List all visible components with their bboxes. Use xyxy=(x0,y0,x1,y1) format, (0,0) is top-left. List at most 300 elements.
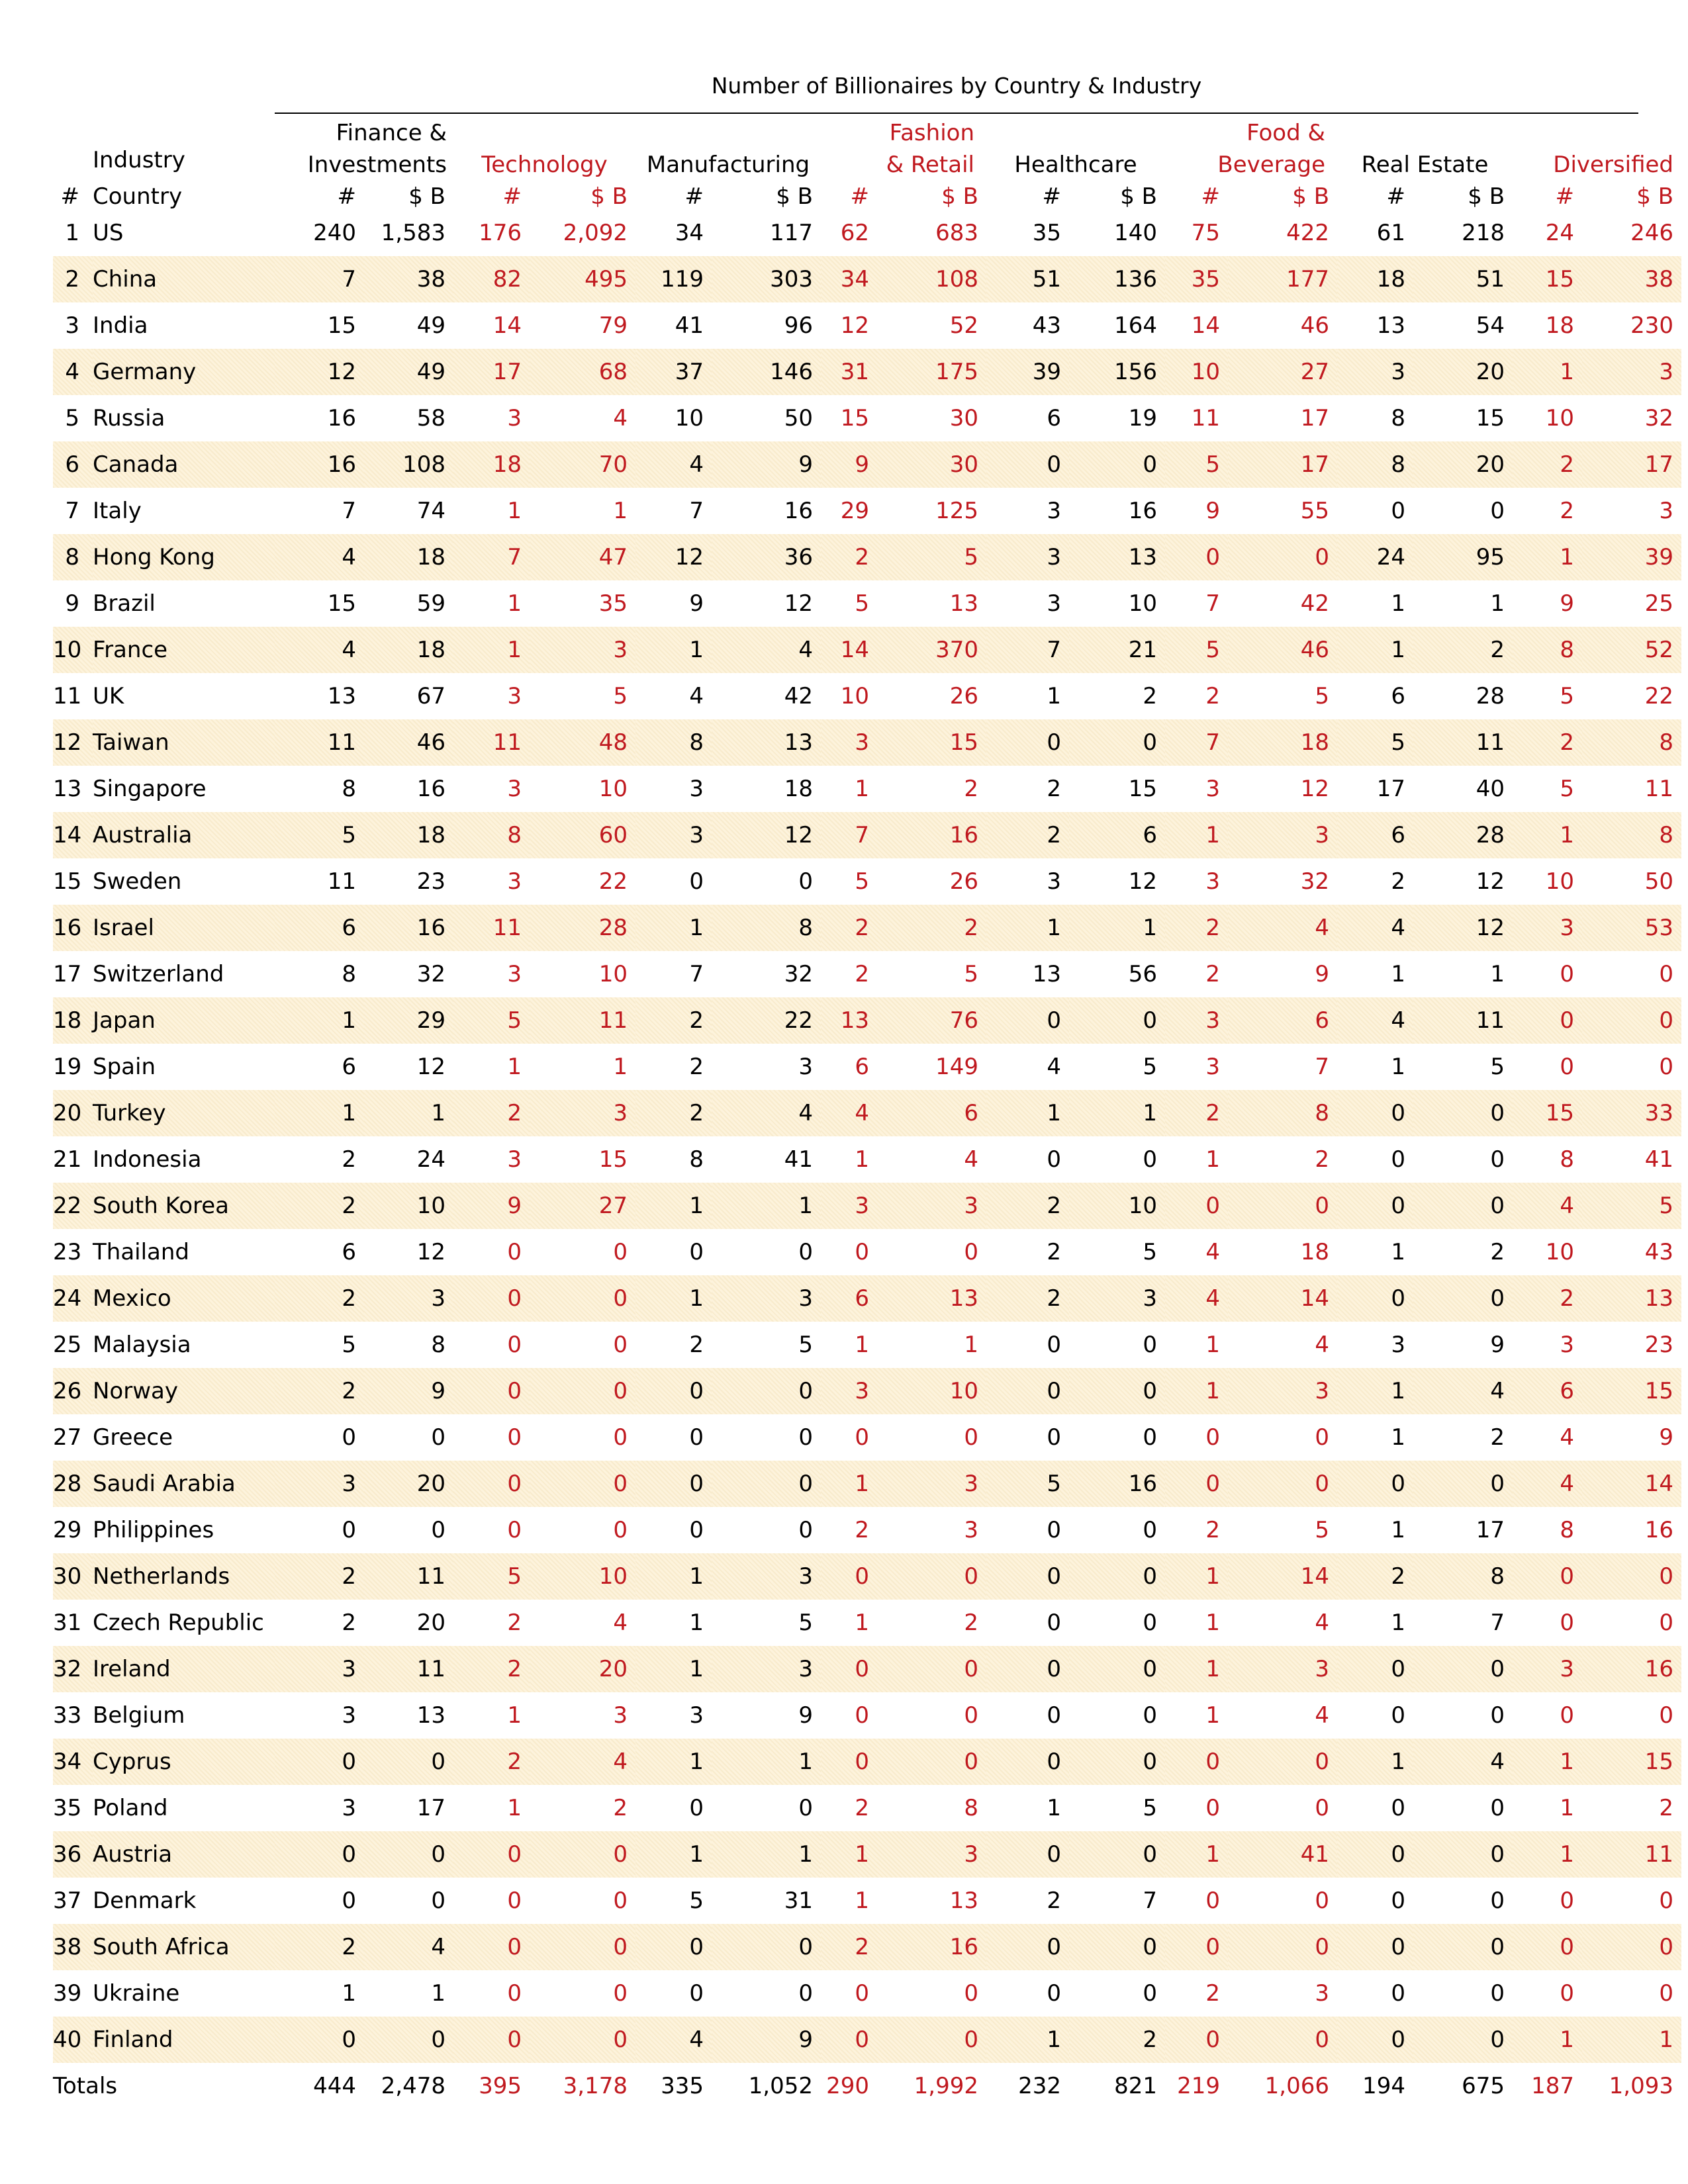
billionaire-count: 17 xyxy=(453,349,530,395)
billionaire-count: 9 xyxy=(689,590,704,617)
wealth-value: 0 xyxy=(530,1275,635,1322)
table-row xyxy=(53,1090,1681,1136)
wealth-value: 0 xyxy=(1069,1646,1165,1692)
wealth-value: 8 xyxy=(1582,812,1681,858)
billionaire-count: 11 xyxy=(453,719,530,766)
billionaire-count: 3 xyxy=(1337,349,1413,395)
billionaire-count: 1 xyxy=(635,1739,712,1785)
billionaire-count: 0 xyxy=(1165,1183,1228,1229)
table-row xyxy=(53,1739,1681,1785)
wealth-value: 32 xyxy=(1300,868,1330,895)
billionaire-count: 2 xyxy=(453,1646,530,1692)
wealth-value: 0 xyxy=(1413,1646,1513,1692)
billionaire-count: 0 xyxy=(855,1424,869,1451)
wealth-value: 7 xyxy=(1315,1054,1330,1080)
wealth-value: 9 xyxy=(798,1702,813,1729)
table-row xyxy=(53,673,1681,719)
billionaire-count: 0 xyxy=(689,1239,704,1265)
billionaire-count: 2 xyxy=(1165,905,1228,951)
wealth-value: 9 xyxy=(1659,1424,1674,1451)
billionaire-count: 1 xyxy=(635,627,712,673)
wealth-value: 8 xyxy=(712,905,821,951)
billionaire-count: 8 xyxy=(1560,1517,1575,1543)
billionaire-count: 2 xyxy=(1165,1090,1228,1136)
billionaire-count: 0 xyxy=(453,1368,530,1414)
billionaires-table xyxy=(53,116,1681,2109)
wealth-value: 5 xyxy=(1582,1183,1681,1229)
table-row xyxy=(53,1368,1681,1414)
table-row xyxy=(53,766,1681,812)
wealth-value: 0 xyxy=(1659,1054,1674,1080)
wealth-value: 1 xyxy=(1069,1090,1165,1136)
billionaire-count: 2 xyxy=(275,1924,364,1970)
wealth-value: 117 xyxy=(770,220,813,246)
count-column-header: # xyxy=(502,183,522,210)
row-country: UK xyxy=(93,683,124,709)
wealth-value: 1 xyxy=(364,1090,453,1136)
billionaire-count: 0 xyxy=(507,1517,522,1543)
wealth-value: 3 xyxy=(877,1183,986,1229)
wealth-value: 5 xyxy=(798,1332,813,1358)
row-country: Cyprus xyxy=(93,1739,275,1785)
wealth-value: 2 xyxy=(1315,1146,1330,1173)
wealth-value: 156 xyxy=(1069,349,1165,395)
table-row xyxy=(53,1229,1681,1275)
row-country: Ukraine xyxy=(93,1980,180,2007)
billionaire-count: 2 xyxy=(453,1739,530,1785)
wealth-value: 16 xyxy=(877,1924,986,1970)
billionaire-count: 7 xyxy=(1205,590,1220,617)
wealth-value: 43 xyxy=(1644,1239,1674,1265)
wealth-value: 0 xyxy=(712,1461,821,1507)
billionaire-count: 10 xyxy=(1545,868,1575,895)
billionaire-count: 1 xyxy=(986,905,1069,951)
header-row-2 xyxy=(53,146,1681,178)
wealth-value: 5 xyxy=(964,961,978,987)
wealth-value: 0 xyxy=(1228,2017,1337,2063)
billionaire-count: 7 xyxy=(689,961,704,987)
wealth-value: 0 xyxy=(1582,1553,1681,1600)
wealth-value: 4 xyxy=(1228,905,1337,951)
wealth-value: 52 xyxy=(1582,627,1681,673)
wealth-value: 0 xyxy=(964,1702,978,1729)
billionaire-count: 5 xyxy=(275,812,364,858)
row-country: China xyxy=(93,256,275,302)
wealth-value: 0 xyxy=(877,1646,986,1692)
billionaire-count: 75 xyxy=(1191,220,1220,246)
row-country: Saudi Arabia xyxy=(93,1461,275,1507)
wealth-value: 0 xyxy=(1069,1368,1165,1414)
wealth-value: 0 xyxy=(364,1831,453,1878)
wealth-value: 30 xyxy=(877,441,986,488)
row-rank: 22 xyxy=(53,1183,93,1229)
wealth-value: 0 xyxy=(1413,1090,1513,1136)
wealth-value: 3 xyxy=(964,1517,978,1543)
billionaire-count: 1 xyxy=(1205,1610,1220,1636)
wealth-value: 1 xyxy=(1490,961,1505,987)
wealth-value: 0 xyxy=(1069,997,1165,1044)
row-rank: 33 xyxy=(53,1702,82,1729)
wealth-value: 3 xyxy=(1228,812,1337,858)
row-rank: 26 xyxy=(53,1368,93,1414)
wealth-value: 1 xyxy=(712,1183,821,1229)
row-rank: 23 xyxy=(53,1239,82,1265)
wealth-value: 0 xyxy=(798,1795,813,1821)
row-rank: 12 xyxy=(53,719,93,766)
row-country: Ireland xyxy=(93,1646,275,1692)
wealth-value: 60 xyxy=(530,812,635,858)
wealth-value: 32 xyxy=(416,961,445,987)
billionaire-count: 0 xyxy=(986,1368,1069,1414)
billionaire-count: 18 xyxy=(1545,312,1575,339)
wealth-value: 0 xyxy=(1659,1980,1674,2007)
row-country: Japan xyxy=(93,997,275,1044)
table-row xyxy=(53,1924,1681,1970)
row-rank: 34 xyxy=(53,1739,93,1785)
count-column-header: # xyxy=(337,183,356,210)
billionaire-count: 0 xyxy=(821,1646,877,1692)
industry-name-line2: Beverage xyxy=(1217,152,1326,178)
wealth-value: 31 xyxy=(784,1888,813,1914)
wealth-value: 3 xyxy=(530,627,635,673)
row-country: Brazil xyxy=(93,590,156,617)
row-rank: 32 xyxy=(53,1646,93,1692)
wealth-value: 8 xyxy=(964,1795,978,1821)
row-rank: 14 xyxy=(53,812,93,858)
billionaire-count: 3 xyxy=(342,1795,356,1821)
billionaire-count: 15 xyxy=(1513,256,1582,302)
wealth-value: 2 xyxy=(1069,2017,1165,2063)
wealth-value: 20 xyxy=(416,1610,445,1636)
billionaire-count: 0 xyxy=(986,1553,1069,1600)
wealth-value: 56 xyxy=(1128,961,1157,987)
wealth-value: 0 xyxy=(1228,1739,1337,1785)
row-country: Mexico xyxy=(93,1275,275,1322)
wealth-value: 4 xyxy=(613,1610,628,1636)
billionaire-count: 6 xyxy=(275,905,364,951)
billionaire-count: 3 xyxy=(507,776,522,802)
row-country: Taiwan xyxy=(93,719,275,766)
billionaire-count: 7 xyxy=(342,498,356,524)
row-rank: 11 xyxy=(53,683,82,709)
row-rank: 27 xyxy=(53,1424,82,1451)
billionaire-count: 5 xyxy=(689,1888,704,1914)
billionaire-count: 9 xyxy=(1205,498,1220,524)
billionaire-count: 0 xyxy=(275,1739,364,1785)
billionaire-count: 5 xyxy=(1560,776,1575,802)
billionaire-count: 13 xyxy=(1032,961,1061,987)
row-country: Denmark xyxy=(93,1888,197,1914)
billionaire-count: 4 xyxy=(821,1090,877,1136)
billionaire-count: 1 xyxy=(1391,1517,1406,1543)
table-row xyxy=(53,1785,1681,1831)
wealth-value: 12 xyxy=(1476,868,1505,895)
billionaire-count: 1 xyxy=(1165,1368,1228,1414)
table-row xyxy=(53,580,1681,627)
billionaire-count: 11 xyxy=(275,719,364,766)
billionaire-count: 0 xyxy=(1337,1183,1413,1229)
billionaire-count: 1 xyxy=(1165,1831,1228,1878)
billionaire-count: 0 xyxy=(986,1646,1069,1692)
billionaire-count: 0 xyxy=(342,1424,356,1451)
wealth-value: 12 xyxy=(1128,868,1157,895)
header-row-1 xyxy=(53,116,1681,146)
row-country: Spain xyxy=(93,1054,156,1080)
total-value: 1,992 xyxy=(914,2073,978,2099)
wealth-value: 7 xyxy=(1143,1888,1157,1914)
billionaire-count: 3 xyxy=(1165,997,1228,1044)
table-row xyxy=(53,1553,1681,1600)
wealth-value: 3 xyxy=(798,1054,813,1080)
industry-name-line1 xyxy=(1337,116,1513,146)
wealth-value: 33 xyxy=(1582,1090,1681,1136)
wealth-value: 14 xyxy=(1582,1461,1681,1507)
wealth-value: 10 xyxy=(1128,590,1157,617)
wealth-value: 8 xyxy=(1413,1553,1513,1600)
total-count: 444 xyxy=(313,2073,356,2099)
billionaire-count: 5 xyxy=(1337,719,1413,766)
billionaire-count: 3 xyxy=(342,1702,356,1729)
billionaire-count: 0 xyxy=(821,2017,877,2063)
table-row xyxy=(53,627,1681,673)
billionaire-count: 1 xyxy=(1513,349,1582,395)
wealth-value: 1 xyxy=(1582,2017,1681,2063)
billionaire-count: 3 xyxy=(1205,1054,1220,1080)
wealth-value: 5 xyxy=(613,683,628,709)
wealth-value: 70 xyxy=(530,441,635,488)
billionaire-count: 0 xyxy=(635,1368,712,1414)
totals-row xyxy=(53,2063,1681,2109)
wealth-value: 26 xyxy=(949,868,978,895)
billionaire-count: 6 xyxy=(1047,405,1061,432)
wealth-value: 4 xyxy=(1315,1610,1330,1636)
wealth-value: 2 xyxy=(964,1610,978,1636)
wealth-value: 38 xyxy=(364,256,453,302)
billionaire-count: 14 xyxy=(1191,312,1220,339)
wealth-value: 68 xyxy=(530,349,635,395)
row-country: Turkey xyxy=(93,1090,275,1136)
billionaire-count: 11 xyxy=(453,905,530,951)
wealth-value: 4 xyxy=(613,405,628,432)
wealth-value: 15 xyxy=(1582,1368,1681,1414)
billionaire-count: 8 xyxy=(342,776,356,802)
billionaire-count: 2 xyxy=(821,1924,877,1970)
wealth-value: 52 xyxy=(949,312,978,339)
table-row xyxy=(53,2017,1681,2063)
header-row-3 xyxy=(53,178,1681,210)
billionaire-count: 18 xyxy=(1337,256,1413,302)
industry-name-line1: Food & xyxy=(1246,120,1326,146)
total-value: 1,093 xyxy=(1609,2073,1674,2099)
billionaire-count: 7 xyxy=(1165,719,1228,766)
billionaire-count: 1 xyxy=(342,1980,356,2007)
wealth-value: 53 xyxy=(1582,905,1681,951)
billionaire-count: 2 xyxy=(635,1090,712,1136)
industry-name-line2: Healthcare xyxy=(1014,152,1137,178)
wealth-value: 10 xyxy=(877,1368,986,1414)
billionaire-count: 1 xyxy=(1513,1739,1582,1785)
table-title: Number of Billionaires by Country & Industry xyxy=(711,73,1202,99)
totals-label: Totals xyxy=(53,2073,118,2099)
billionaire-count: 3 xyxy=(507,961,522,987)
billionaire-count: 5 xyxy=(342,1332,356,1358)
wealth-value: 0 xyxy=(712,1368,821,1414)
wealth-value: 0 xyxy=(964,1239,978,1265)
billionaire-count: 13 xyxy=(821,997,877,1044)
table-row xyxy=(53,210,1681,256)
wealth-value: 0 xyxy=(1228,1924,1337,1970)
wealth-value: 3 xyxy=(530,1090,635,1136)
billionaire-count: 3 xyxy=(821,719,877,766)
total-count: 194 xyxy=(1362,2073,1406,2099)
wealth-value: 136 xyxy=(1069,256,1165,302)
row-rank: 38 xyxy=(53,1924,93,1970)
billionaire-count: 8 xyxy=(1560,1146,1575,1173)
table-row xyxy=(53,302,1681,349)
billionaire-count: 2 xyxy=(1337,1553,1413,1600)
billionaire-count: 24 xyxy=(1545,220,1575,246)
billionaire-count: 1 xyxy=(635,1553,712,1600)
row-rank: 13 xyxy=(53,776,82,802)
wealth-value: 0 xyxy=(1315,1424,1330,1451)
wealth-value: 1 xyxy=(712,1739,821,1785)
wealth-value: 5 xyxy=(1315,1517,1330,1543)
wealth-value: 0 xyxy=(1659,1888,1674,1914)
wealth-value: 39 xyxy=(1582,534,1681,580)
wealth-value: 12 xyxy=(416,1054,445,1080)
billionaire-count: 62 xyxy=(840,220,869,246)
table-row xyxy=(53,997,1681,1044)
billionaire-count: 0 xyxy=(453,1461,530,1507)
billionaire-count: 1 xyxy=(1391,961,1406,987)
billionaire-count: 3 xyxy=(507,683,522,709)
billionaire-count: 3 xyxy=(275,1646,364,1692)
row-country: Netherlands xyxy=(93,1553,275,1600)
billionaire-count: 6 xyxy=(1391,683,1406,709)
wealth-value: 125 xyxy=(935,498,978,524)
wealth-value: 17 xyxy=(1228,441,1337,488)
row-rank: 36 xyxy=(53,1831,93,1878)
row-rank: 16 xyxy=(53,905,93,951)
wealth-value: 67 xyxy=(416,683,445,709)
billionaire-count: 10 xyxy=(1165,349,1228,395)
value-column-header: $ B xyxy=(1468,183,1505,210)
wealth-value: 0 xyxy=(1143,1424,1157,1451)
billionaire-count: 1 xyxy=(1391,1424,1406,1451)
table-row xyxy=(53,719,1681,766)
wealth-value: 4 xyxy=(1413,1368,1513,1414)
billionaire-count: 4 xyxy=(1337,997,1413,1044)
billionaire-count: 15 xyxy=(1513,1090,1582,1136)
billionaire-count: 2 xyxy=(1205,961,1220,987)
wealth-value: 4 xyxy=(712,627,821,673)
wealth-value: 74 xyxy=(416,498,445,524)
billionaire-count: 0 xyxy=(507,1888,522,1914)
billionaire-count: 13 xyxy=(1376,312,1406,339)
billionaire-count: 8 xyxy=(1391,405,1406,432)
row-country: Norway xyxy=(93,1368,275,1414)
billionaire-count: 1 xyxy=(275,1090,364,1136)
billionaire-count: 2 xyxy=(689,1332,704,1358)
billionaire-count: 1 xyxy=(855,1888,869,1914)
billionaire-count: 2 xyxy=(821,534,877,580)
row-rank: 19 xyxy=(53,1054,82,1080)
wealth-value: 0 xyxy=(613,1888,628,1914)
billionaire-count: 24 xyxy=(1337,534,1413,580)
billionaire-count: 11 xyxy=(1191,405,1220,432)
wealth-value: 16 xyxy=(1582,1646,1681,1692)
industry-name-line1 xyxy=(635,116,821,146)
billionaire-count: 1 xyxy=(821,1831,877,1878)
billionaire-count: 1 xyxy=(1513,2017,1582,2063)
billionaire-count: 1 xyxy=(986,1090,1069,1136)
wealth-value: 27 xyxy=(530,1183,635,1229)
wealth-value: 230 xyxy=(1630,312,1674,339)
wealth-value: 41 xyxy=(1644,1146,1674,1173)
billionaire-count: 3 xyxy=(1513,905,1582,951)
row-rank: 15 xyxy=(53,868,82,895)
count-column-header: # xyxy=(1555,183,1575,210)
billionaire-count: 1 xyxy=(1391,1610,1406,1636)
row-country: Hong Kong xyxy=(93,534,275,580)
billionaire-count: 0 xyxy=(507,1980,522,2007)
billionaire-count: 0 xyxy=(1337,1924,1413,1970)
billionaire-count: 35 xyxy=(1032,220,1061,246)
wealth-value: 0 xyxy=(1143,1980,1157,2007)
wealth-value: 0 xyxy=(877,1739,986,1785)
row-rank: 39 xyxy=(53,1980,82,2007)
table-row xyxy=(53,488,1681,534)
row-rank: 3 xyxy=(65,312,79,339)
billionaire-count: 0 xyxy=(275,1831,364,1878)
wealth-value: 11 xyxy=(1413,719,1513,766)
billionaire-count: 1 xyxy=(855,1146,869,1173)
billionaire-count: 0 xyxy=(1513,1924,1582,1970)
billionaire-count: 1 xyxy=(821,1461,877,1507)
billionaire-count: 12 xyxy=(635,534,712,580)
billionaire-count: 0 xyxy=(275,2017,364,2063)
billionaire-count: 1 xyxy=(1165,1553,1228,1600)
billionaire-count: 5 xyxy=(1165,627,1228,673)
billionaire-count: 0 xyxy=(689,868,704,895)
wealth-value: 17 xyxy=(1476,1517,1505,1543)
billionaire-count: 2 xyxy=(1560,498,1575,524)
billionaire-count: 0 xyxy=(1205,1424,1220,1451)
wealth-value: 5 xyxy=(1143,1795,1157,1821)
row-country: Sweden xyxy=(93,868,182,895)
wealth-value: 0 xyxy=(1490,498,1505,524)
industry-name-line1: Finance & xyxy=(336,120,447,146)
wealth-value: 0 xyxy=(530,1368,635,1414)
industry-name-line2: Real Estate xyxy=(1361,152,1489,178)
wealth-value: 0 xyxy=(1490,1702,1505,1729)
wealth-value: 22 xyxy=(712,997,821,1044)
total-count: 290 xyxy=(826,2073,869,2099)
billionaire-count: 7 xyxy=(821,812,877,858)
billionaire-count: 0 xyxy=(689,1980,704,2007)
wealth-value: 20 xyxy=(1413,349,1513,395)
wealth-value: 0 xyxy=(1413,2017,1513,2063)
wealth-value: 3 xyxy=(1582,349,1681,395)
wealth-value: 0 xyxy=(1413,1183,1513,1229)
row-rank: 2 xyxy=(53,256,93,302)
industry-name-line1: Fashion xyxy=(889,120,974,146)
wealth-value: 1 xyxy=(613,1054,628,1080)
row-rank: 24 xyxy=(53,1275,93,1322)
wealth-value: 0 xyxy=(798,868,813,895)
wealth-value: 28 xyxy=(1413,812,1513,858)
billionaire-count: 0 xyxy=(635,1461,712,1507)
